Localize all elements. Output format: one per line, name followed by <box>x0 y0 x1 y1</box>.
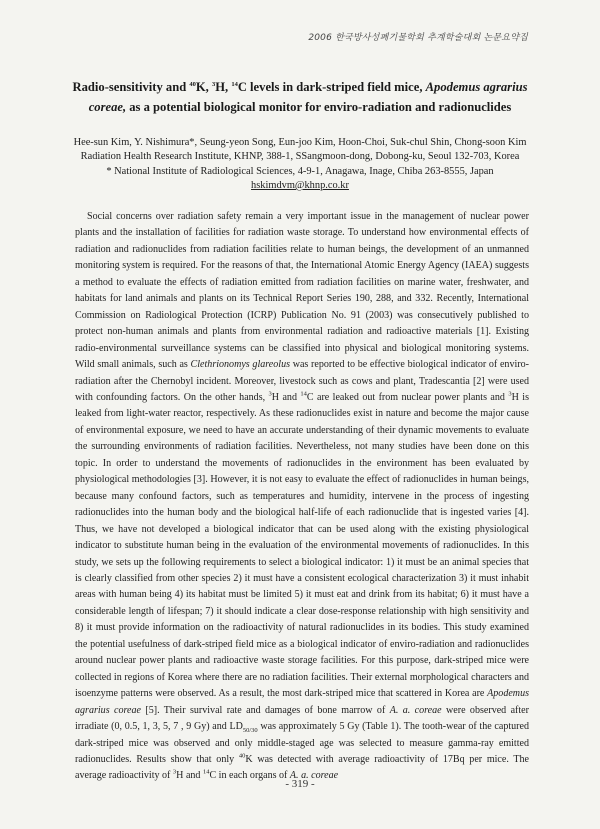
affiliation-primary: Radiation Health Research Institute, KHNP, 388-1, SSangmoon-dong, Dobong-ku, Seoul 132-703, Korea <box>80 151 520 163</box>
page-number: - 319 - <box>285 778 315 790</box>
author-names: Hee-sun Kim, Y. Nishimura*, Seung-yeon Song, Eun-joo Kim, Hoon-Choi, Suk-chul Shin, Chong-soon Kim <box>73 137 527 148</box>
author-email-link[interactable]: hskimdvm@khnp.co.kr <box>251 179 349 191</box>
abstract-paragraph: Social concerns over radiation safety remain a very important issue in the management of nuclear power plants and the installation of facilities for radiation waste storage. To understand how environmental effects of radiation and radionuclides from radiation facilities relate to human beings, the development of an unmanned monitoring system is required. For the reasons of that, the International Atomic Energy Agency (IAEA) suggests a method to evaluate the effects of radiation emitted from radiation facilities on marine water, freshwater, and habitats for land animals and plants on its Technical Report Series 190, 288, and 332. Recently, International Commission on Radiological Protection (ICRP) Publication No. 91 (2003) was consecutively published to protect non-human animals and plants from environmental radiation and radioactive materials [1]. Existing radio-environmental surveillance systems can be classified into physical and biological monitoring systems. Wild small animals, such as Clethrionomys glareolus was reported to be effective biological indicator of enviro-radiation after the Chernobyl incident. Moreover, livestock such as cows and plant, Tradescantia [2] were used with confounding factors. On the other hands, $^3$H and $^{14}$C are leaked out from nuclear power plants and $^3$H is leaked from light-water reactor, respectively. As these radionuclides exist in nature and become the major cause of environmental exposure, we need to have an accurate understanding of their dynamic movements to evaluate the surrounding environments of radiation facilities. Nevertheless, not many studies have been done on this topic. In order to understand the movements of radionuclides in the environment has been evaluated by physiological methodologies [3]. However, it is not easy to evaluate the effect of radionuclides in human beings, because many confound factors, such as temperatures and humidity, intervene in the process of ingesting radionuclides into the human body and the biological half-life of each radionuclide that is ingested varies [4]. Thus, we have not developed a biological indicator that can be used along with the existing physiological indicator to substitute human being in the evaluation of the environmental movements of radionuclides. In this study, we sets up the following requirements to select a biological indicator: 1) it must be an animal species that is clearly classified from other species 2) it must have a consistent ecological characterization 3) it must inhabit areas with human being 4) its habitat must be limited 5) it must eat and drink from its habitat; 6) it must have a considerable length of lifespan; 7) it should indicate a clear dose-response relationship with high sensitivity and 8) it must provide information on the radioactivity of natural radionuclides in its bodies. This study examined the potential usefulness of dark-striped field mice as a biological indicator of enviro-radiation and radionuclides around nuclear power plants and radioactive waste storage facilities. For this purpose, dark-striped mice were collected in regions of Korea where there are no radiation facilities. Their external morphological characters and isoenzyme patterns were observed. As a result, the most dark-striped mice that scattered in Korea are Apodemus agrarius coreae [5]. Their survival rate and damages of bone marrow of A. a. coreae were observed after irradiate (0, 0.5, 1, 3, 5, 7 , 9 Gy) and $LD_{50/30}$ was approximately 5 Gy (Table 1). The tooth-wear of the captured dark-striped mice was observed and only middle-staged age was selected to measure gamma-ray emitted radionuclides. Results show that only $^{40}$K was detected with average radioactivity of 17Bq per mice. The average radioactivity of $^3$H and $^{14}$C in each organs of A. a. coreae <box>75 211 529 782</box>
paper-title: Radio-sensitivity and $^{40}$K, $^3$H, $^{14}$C levels in dark-striped field mice, Apodemus agrarius coreae, as a potential biological monitor for enviro-radiation and radionuclides <box>72 80 528 114</box>
abstract-body <box>75 209 529 785</box>
species-name: Apodemus agrarius coreae, <box>88 80 528 114</box>
running-header: 2006 한국방사성폐기물학회 추계학술대회 논문요약집 <box>308 33 528 43</box>
affiliation-secondary: * National Institute of Radiological Sciences, 4-9-1, Anagawa, Inage, Chiba 263-8555, Japan <box>106 165 494 177</box>
author-block <box>60 136 540 193</box>
